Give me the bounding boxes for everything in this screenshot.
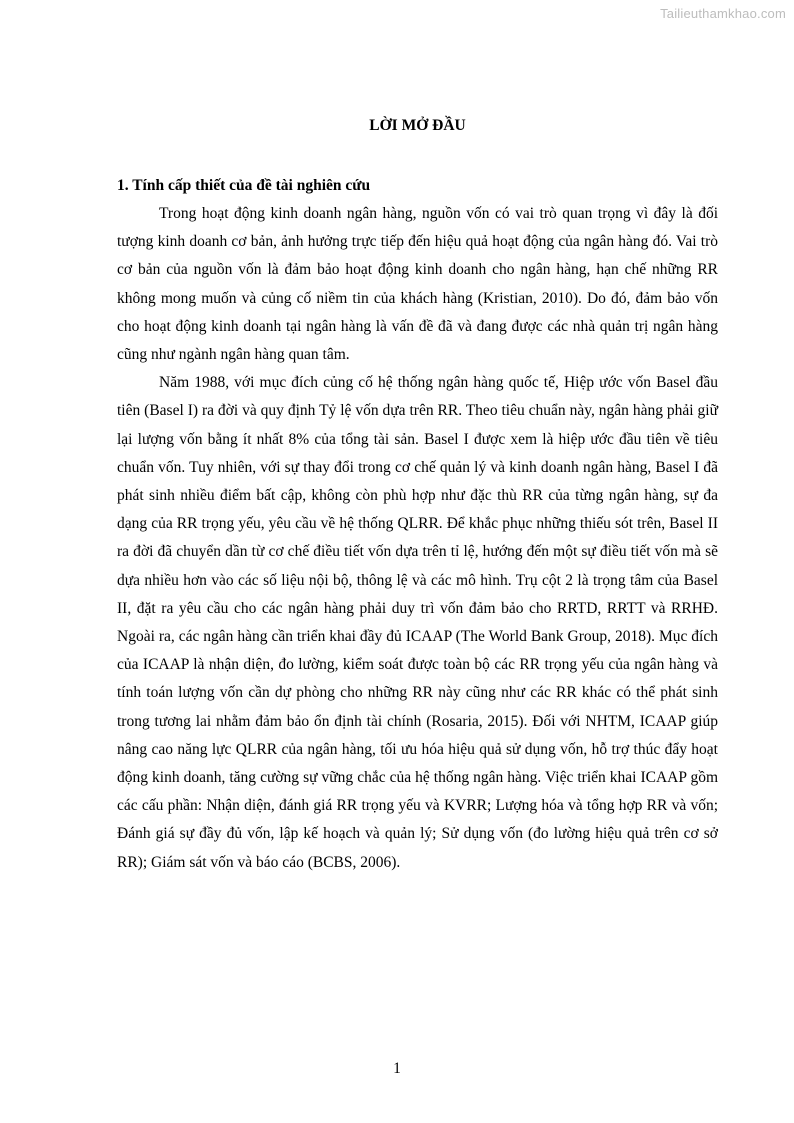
paragraph-1: Trong hoạt động kinh doanh ngân hàng, nguồn vốn có vai trò quan trọng vì đây là đối tượng kinh doanh cơ bản, ảnh hưởng trực tiếp đến hiệu quả hoạt động của ngân hàng đó. Vai trò cơ bản của nguồn vốn là đảm bảo hoạt động kinh doanh cho ngân hàng, hạn chế những RR không mong muốn và củng cố niềm tin của khách hàng (Kristian, 2010). Do đó, đảm bảo vốn cho hoạt động kinh doanh tại ngân hàng là vấn đề đã và đang được các nhà quản trị ngân hàng cũng như ngành ngân hàng quan tâm. [117,205,718,364]
page-number: 1 [393,1060,401,1077]
paragraph-2: Năm 1988, với mục đích củng cố hệ thống ngân hàng quốc tế, Hiệp ước vốn Basel đầu tiên (Basel I) ra đời và quy định Tỷ lệ vốn dựa trên RR. Theo tiêu chuẩn này, ngân hàng phải giữ lại lượng vốn bằng ít nhất 8% của tổng tài sản. Basel I được xem là hiệp ước đầu tiên về tiêu chuẩn vốn. Tuy nhiên, với sự thay đổi trong cơ chế quản lý và kinh doanh ngân hàng, Basel I đã phát sinh nhiều điểm bất cập, không còn phù hợp như đặc thù RR của từng ngân hàng, sự đa dạng của RR trọng yếu, yêu cầu về hệ thống QLRR. Để khắc phục những thiếu sót trên, Basel II ra đời đã chuyển dần từ cơ chế điều tiết vốn dựa trên tỉ lệ, hướng đến một sự điều tiết vốn mà sẽ dựa nhiều hơn vào các số liệu nội bộ, thông lệ và các mô hình. Trụ cột 2 là trọng tâm của Basel II, đặt ra yêu cầu cho các ngân hàng phải duy trì vốn đảm bảo cho RRTD, RRTT và RRHĐ. Ngoài ra, các ngân hàng cần triển khai đầy đủ ICAAP (The World Bank Group, 2018). Mục đích của ICAAP là nhận diện, đo lường, kiểm soát được toàn bộ các RR trọng yếu của ngân hàng và tính toán lượng vốn cần dự phòng cho những RR này cũng như các RR khác có thể phát sinh trong tương lai nhằm đảm bảo ổn định tài chính (Rosaria, 2015). Đối với NHTM, ICAAP giúp nâng cao năng lực QLRR của ngân hàng, tối ưu hóa hiệu quả sử dụng vốn, hỗ trợ thúc đẩy hoạt động kinh doanh, tăng cường sự vững chắc của hệ thống ngân hàng. Việc triển khai ICAAP gồm các cấu phần: Nhận diện, đánh giá RR trọng yếu và KVRR; Lượng hóa và tổng hợp RR và vốn; Đánh giá sự đầy đủ vốn, lập kế hoạch và quản lý; Sử dụng vốn (đo lường hiệu quả trên cơ sở RR); Giám sát vốn và báo cáo (BCBS, 2006). [117,374,718,871]
document-title: LỜI MỞ ĐẦU [369,117,466,134]
watermark-text: Tailieuthamkhao.com [660,6,786,21]
document-body [117,113,718,877]
section-heading: 1. Tính cấp thiết của đề tài nghiên cứu [117,177,371,194]
